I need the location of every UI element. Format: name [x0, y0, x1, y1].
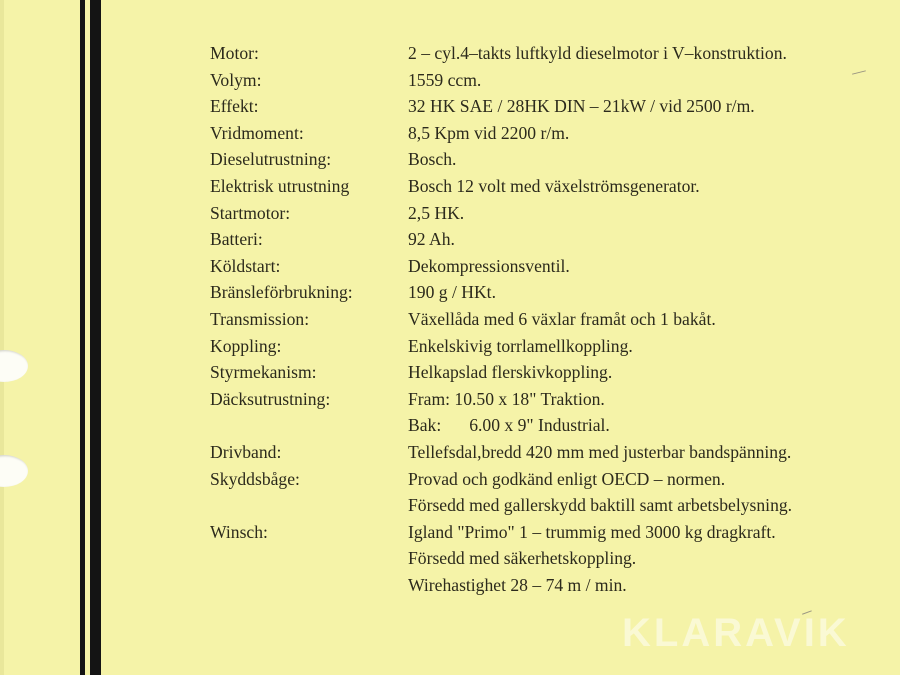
spec-value: 1559 ccm.	[408, 69, 482, 90]
spec-row	[0, 67, 900, 94]
spec-row	[0, 146, 900, 173]
spec-value: Växellåda med 6 växlar framåt och 1 bakåt.	[408, 308, 716, 329]
spec-row	[0, 120, 900, 147]
spec-row	[0, 359, 900, 386]
spec-row	[0, 439, 900, 466]
spec-value: 2,5 HK.	[408, 202, 465, 223]
spec-label: Volym:	[210, 69, 262, 90]
spec-value: Enkelskivig torrlamellkoppling.	[408, 335, 633, 356]
spec-row	[0, 279, 900, 306]
spec-row	[0, 466, 900, 493]
spec-label: Motor:	[210, 43, 259, 63]
spec-row	[0, 333, 900, 360]
spec-value-text: 6.00 x 9" Industrial.	[469, 415, 610, 436]
spec-value: Försedd med gallerskydd baktill samt arbetsbelysning.	[408, 495, 793, 516]
spec-value-prefix: Bak:	[408, 415, 442, 436]
spec-row	[0, 412, 900, 439]
spec-label: Elektrisk utrustning	[210, 175, 350, 196]
spec-value	[408, 412, 610, 439]
spec-label: Startmotor:	[210, 202, 291, 223]
spec-value: 8,5 Kpm vid 2200 r/m.	[408, 122, 570, 143]
spec-row	[0, 253, 900, 280]
spec-row	[0, 93, 900, 120]
spec-value: Fram: 10.50 x 18" Traktion.	[408, 388, 605, 409]
spec-label: Bränsleförbrukning:	[210, 282, 353, 303]
spec-label: Köldstart:	[210, 255, 281, 276]
spec-value: Igland "Primo" 1 – trummig med 3000 kg dragkraft.	[408, 521, 776, 542]
spec-row	[0, 200, 900, 227]
spec-row	[0, 226, 900, 253]
spec-row	[0, 40, 900, 67]
spec-value: 92 Ah.	[408, 229, 455, 250]
spec-label: Winsch:	[210, 521, 268, 542]
spec-label: Transmission:	[210, 308, 310, 329]
spec-value: Dekompressionsventil.	[408, 255, 570, 276]
spec-row	[0, 173, 900, 200]
spec-row	[0, 572, 900, 599]
spec-label: Koppling:	[210, 335, 282, 356]
spec-row	[0, 492, 900, 519]
spec-label: Vridmoment:	[210, 122, 304, 143]
spec-table	[0, 40, 900, 598]
spec-row	[0, 386, 900, 413]
spec-label: Effekt:	[210, 96, 259, 117]
spec-row	[0, 306, 900, 333]
spec-value: Bosch 12 volt med växelströmsgenerator.	[408, 175, 700, 196]
spec-value: Tellefsdal,bredd 420 mm med justerbar bandspänning.	[408, 441, 792, 462]
watermark: KLARAVIK	[622, 611, 850, 655]
spec-value: 32 HK SAE / 28HK DIN – 21kW / vid 2500 r/m.	[408, 96, 755, 117]
spec-value: 190 g / HKt.	[408, 282, 496, 303]
spec-row	[0, 519, 900, 546]
spec-value: Försedd med säkerhetskoppling.	[408, 548, 637, 569]
spec-value: Bosch.	[408, 149, 457, 170]
spec-value: Helkapslad flerskivkoppling.	[408, 362, 613, 383]
spec-value: Wirehastighet 28 – 74 m / min.	[408, 574, 627, 595]
spec-label: Styrmekanism:	[210, 362, 317, 383]
spec-label: Skyddsbåge:	[210, 468, 300, 489]
spec-label: Batteri:	[210, 229, 263, 250]
spec-value: 2 – cyl.4–takts luftkyld dieselmotor i V–konstruktion.	[408, 43, 787, 63]
spec-value: Provad och godkänd enligt OECD – normen.	[408, 468, 726, 489]
spec-row	[0, 545, 900, 572]
spec-label: Dieselutrustning:	[210, 149, 332, 170]
spec-label: Drivband:	[210, 441, 282, 462]
spec-label: Däcksutrustning:	[210, 388, 331, 409]
